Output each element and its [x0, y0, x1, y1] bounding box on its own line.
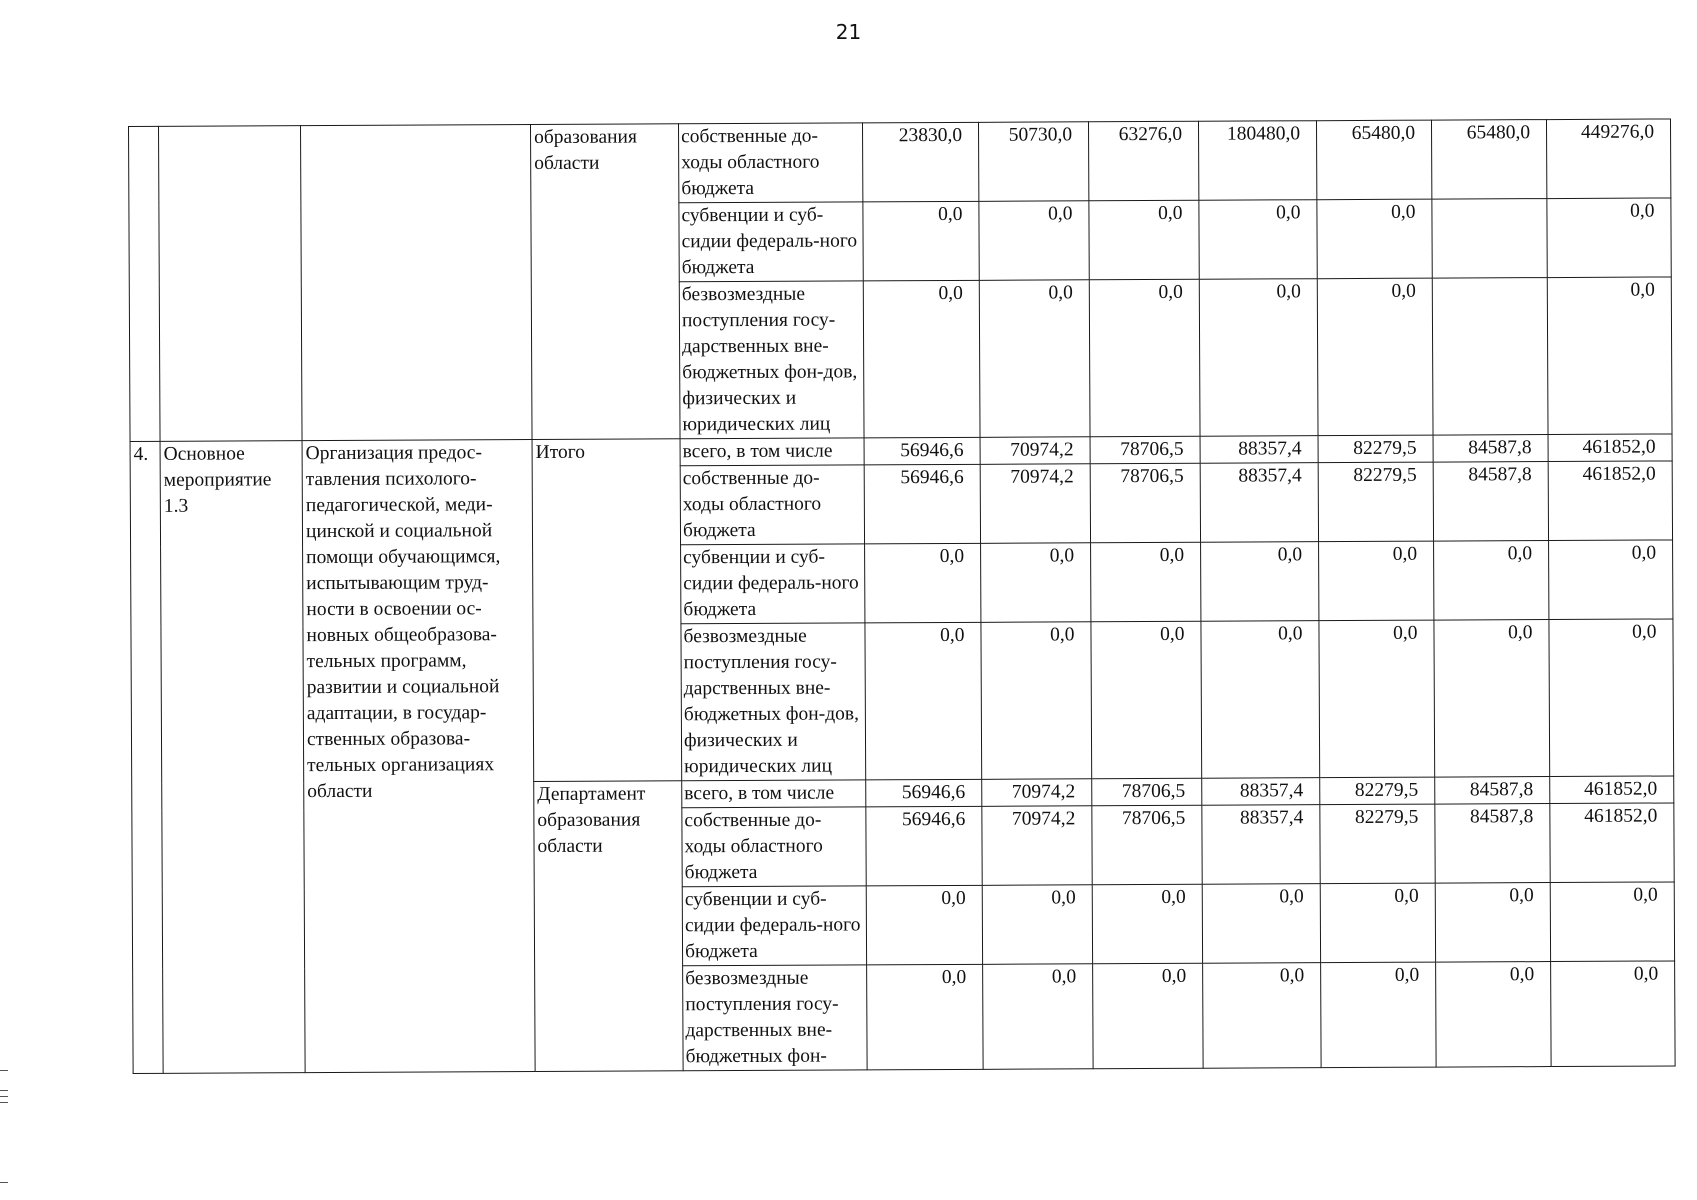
page-number: 21 — [835, 20, 862, 44]
funding-source-cell: субвенции и суб-сидии федераль-ного бюджета — [681, 544, 865, 624]
value-cell: 56946,6 — [866, 779, 982, 807]
value-cell: 88357,4 — [1200, 436, 1318, 464]
funding-source-cell: собственные до-ходы областного бюджета — [678, 123, 862, 203]
value-cell: 0,0 — [863, 201, 979, 281]
value-cell: 63276,0 — [1088, 121, 1198, 201]
value-cell: 84587,8 — [1435, 777, 1550, 805]
value-cell: 78706,5 — [1092, 778, 1202, 806]
scan-artifact — [0, 1070, 8, 1071]
value-cell: 0,0 — [1317, 199, 1432, 279]
value-cell: 0,0 — [1091, 621, 1202, 779]
value-cell: 0,0 — [979, 201, 1089, 281]
table-row — [129, 119, 1671, 206]
value-cell: 0,0 — [981, 543, 1091, 623]
value-cell: 0,0 — [1320, 883, 1435, 963]
total-value-cell: 461852,0 — [1550, 803, 1674, 883]
value-cell: 56946,6 — [866, 806, 982, 886]
value-cell: 0,0 — [1202, 884, 1320, 964]
funding-source-cell: безвозмездные поступления госу-дарственных вне-бюджетных фон-дов, физических и юридических лиц — [681, 623, 866, 781]
value-cell: 23830,0 — [862, 122, 978, 202]
value-cell: 0,0 — [1201, 621, 1320, 779]
total-value-cell: 461852,0 — [1548, 461, 1672, 541]
scan-artifact — [0, 1096, 8, 1097]
value-cell: 0,0 — [1089, 200, 1199, 280]
value-cell: 0,0 — [1092, 884, 1202, 964]
funding-source-cell: безвозмездные поступления госу-дарственных вне-бюджетных фон- — [683, 965, 868, 1071]
value-cell: 0,0 — [867, 964, 984, 1070]
value-cell: 78706,5 — [1090, 436, 1200, 464]
total-value-cell: 461852,0 — [1550, 776, 1674, 804]
value-cell: 0,0 — [865, 622, 982, 780]
activity-description-cell: Организация предос-тавления психолого-педагогической, меди-цинской и социальной помощи обучающимся, испытывающим труд-ности в освоении ос-новных общеобразова-тельных программ, развитии и социальной адаптации, в государ-ственных образова-тельных организациях области — [302, 440, 535, 1073]
value-cell: 70974,2 — [980, 464, 1090, 544]
value-cell: 65480,0 — [1431, 120, 1546, 200]
value-cell: 82279,5 — [1320, 777, 1435, 805]
value-cell: 0,0 — [1435, 883, 1550, 963]
value-cell — [1432, 278, 1548, 436]
total-value-cell: 0,0 — [1549, 619, 1674, 777]
value-cell: 0,0 — [1199, 200, 1317, 280]
value-cell: 0,0 — [1201, 542, 1319, 622]
value-cell: 88357,4 — [1202, 805, 1320, 885]
value-cell: 84587,8 — [1433, 435, 1548, 463]
value-cell: 0,0 — [1203, 963, 1322, 1069]
value-cell: 0,0 — [865, 543, 981, 623]
total-value-cell: 449276,0 — [1546, 119, 1670, 199]
value-cell: 0,0 — [1089, 279, 1200, 437]
value-cell: 82279,5 — [1318, 435, 1433, 463]
value-cell: 84587,8 — [1433, 462, 1548, 542]
total-value-cell: 0,0 — [1547, 198, 1671, 278]
funding-source-cell: всего, в том числе — [682, 780, 866, 808]
value-cell: 88357,4 — [1202, 778, 1320, 806]
value-cell: 0,0 — [866, 885, 982, 965]
description-cell-empty — [301, 125, 533, 441]
budget-table-sheet — [128, 118, 1675, 1081]
value-cell: 0,0 — [1317, 278, 1433, 436]
budget-table — [128, 118, 1676, 1074]
value-cell: 0,0 — [1436, 962, 1552, 1068]
number-cell-empty — [129, 126, 161, 441]
funding-source-cell: субвенции и суб-сидии федераль-ного бюджета — [679, 202, 863, 282]
value-cell: 88357,4 — [1200, 463, 1318, 543]
funding-source-cell: всего, в том числе — [680, 438, 864, 466]
executor-cell: Департамент образования области — [534, 781, 683, 1072]
value-cell: 0,0 — [982, 885, 1092, 965]
value-cell: 50730,0 — [978, 122, 1088, 202]
value-cell: 0,0 — [863, 280, 980, 438]
value-cell: 56946,6 — [864, 437, 980, 465]
value-cell: 84587,8 — [1435, 804, 1550, 884]
value-cell: 180480,0 — [1198, 121, 1316, 201]
total-value-cell: 0,0 — [1549, 540, 1673, 620]
value-cell: 0,0 — [1434, 541, 1549, 621]
scan-artifact — [0, 1102, 8, 1103]
value-cell: 56946,6 — [864, 464, 980, 544]
value-cell: 0,0 — [1434, 620, 1550, 778]
funding-source-cell: субвенции и суб-сидии федераль-ного бюджета — [682, 886, 866, 966]
value-cell: 82279,5 — [1320, 804, 1435, 884]
activity-title-cell: Основное мероприятие 1.3 — [160, 441, 305, 1074]
value-cell: 82279,5 — [1318, 462, 1433, 542]
value-cell: 0,0 — [981, 622, 1092, 780]
total-value-cell: 0,0 — [1551, 961, 1676, 1067]
value-cell: 0,0 — [1093, 963, 1204, 1069]
value-cell — [1432, 199, 1547, 279]
item-number-cell: 4. — [130, 441, 163, 1073]
value-cell: 70974,2 — [982, 779, 1092, 807]
value-cell: 0,0 — [983, 964, 1094, 1070]
funding-source-cell: собственные до-ходы областного бюджета — [680, 465, 864, 545]
value-cell: 78706,5 — [1090, 463, 1200, 543]
scan-artifact — [0, 1090, 8, 1091]
value-cell: 78706,5 — [1092, 805, 1202, 885]
total-value-cell: 0,0 — [1550, 882, 1674, 962]
funding-source-cell: безвозмездные поступления госу-дарственных вне-бюджетных фон-дов, физических и юридических лиц — [679, 281, 864, 439]
total-value-cell: 461852,0 — [1548, 434, 1672, 462]
scan-artifact — [0, 1182, 8, 1183]
total-value-cell: 0,0 — [1547, 277, 1672, 435]
value-cell: 0,0 — [1199, 279, 1318, 437]
value-cell: 65480,0 — [1316, 120, 1431, 200]
value-cell: 70974,2 — [980, 437, 1090, 465]
value-cell: 0,0 — [1091, 542, 1201, 622]
activity-cell-empty — [159, 126, 303, 442]
executor-cell: Итого — [532, 439, 682, 782]
value-cell: 0,0 — [1319, 541, 1434, 621]
value-cell: 0,0 — [1319, 620, 1435, 778]
value-cell: 0,0 — [1321, 962, 1437, 1068]
executor-cell: образования области — [530, 124, 680, 440]
funding-source-cell: собственные до-ходы областного бюджета — [682, 807, 866, 887]
value-cell: 0,0 — [979, 280, 1090, 438]
value-cell: 70974,2 — [982, 806, 1092, 886]
